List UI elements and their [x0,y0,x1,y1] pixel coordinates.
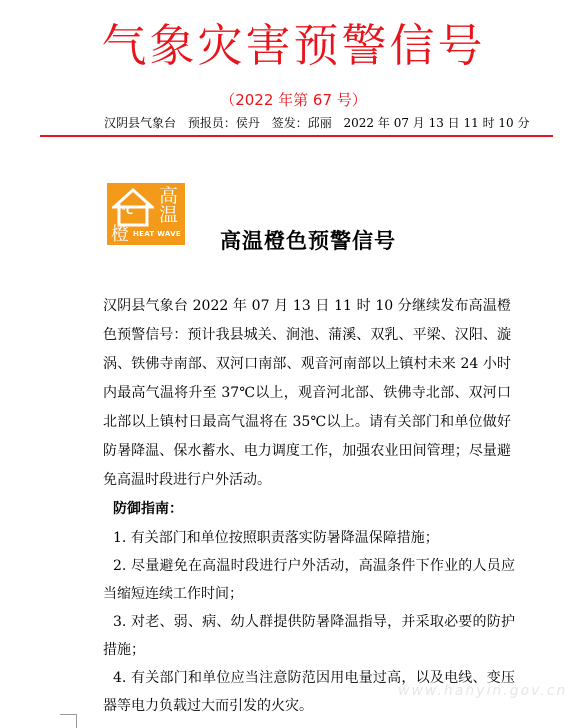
document-number: （2022 年第 67 号） [220,91,367,109]
issue-datetime: 2022 年 07 月 13 日 11 时 10 分 [343,116,530,130]
watermark: www.hanyin.gov.cn [398,683,568,699]
badge-char-gao: 高 [159,185,179,207]
guide-item-text: 1. 有关部门和单位按照职责落实防暑降温保障措施； [113,530,439,546]
issuer-line [104,116,537,131]
signal-title: 高温橙色预警信号 [220,229,396,253]
red-divider [40,135,553,137]
signer: 签发：邱丽 [271,116,332,130]
issuer: 汉阴县气象台 [104,116,177,130]
badge-char-wen: 温 [159,204,179,226]
guide-item [103,552,515,608]
heat-wave-orange-badge [107,183,185,245]
body-paragraph: 汉阴县气象台 2022 年 07 月 13 日 11 时 10 分继续发布高温橙色预警信号：预计我县城关、涧池、蒲溪、双乳、平梁、汉阳、漩涡、铁佛寺南部、双河口南部、观音河南部以上镇村未来 24 小时内最高气温将升至 37℃以上，观音河北部、铁佛寺北部、双河口北部以上镇村日最高气温将在 35℃以上。请有关部门和单位做好防暑降温、保水蓄水、电力调度工作，加强农业田间管理；尽量避免高温时段进行户外活动。 [103,298,511,488]
badge-level-char: 橙 [111,224,129,245]
guide-item [103,524,515,552]
celsius-icon: ℃ [121,206,134,217]
guide-heading: 防御指南： [113,501,183,517]
guide-item-text: 4. 有关部门和单位应当注意防范因用电量过高，以及电线、变压器等电力负载过大而引发的火灾。 [103,670,515,714]
page-corner-mark [60,714,77,728]
badge-english-label: HEAT WAVE [133,230,181,238]
guide-item-text: 3. 对老、弱、病、幼人群提供防暑降温指导，并采取必要的防护措施； [103,614,515,658]
reporter: 预报员：侯丹 [187,116,260,130]
guide-item-text: 2. 尽量避免在高温时段进行户外活动，高温条件下作业的人员应当缩短连续工作时间； [103,558,515,602]
guide-item [103,608,515,664]
document-title: 气象灾害预警信号 [101,19,486,72]
